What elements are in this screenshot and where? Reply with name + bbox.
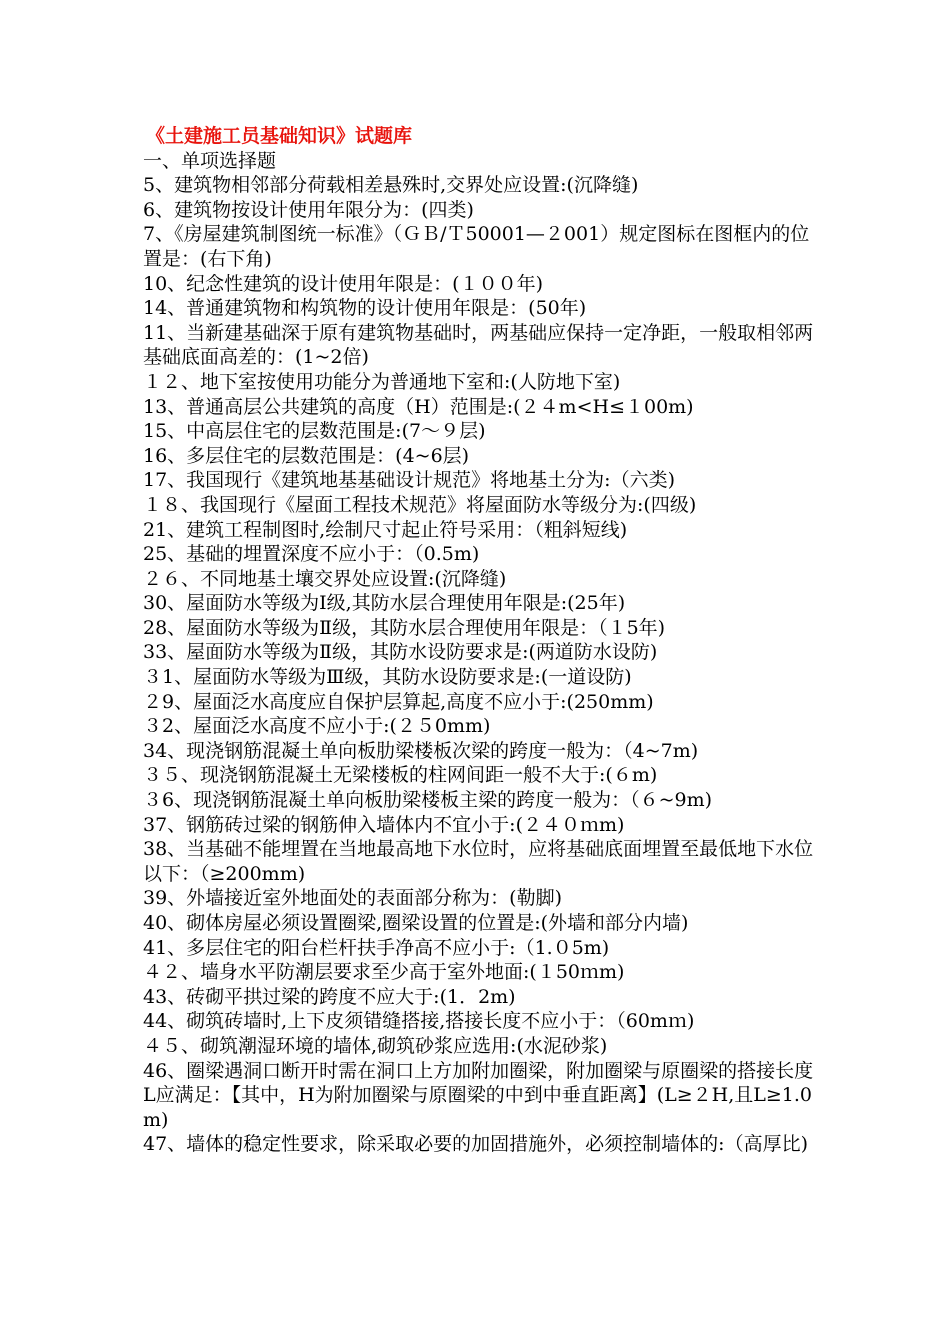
question-item: 16、多层住宅的层数范围是：(4~6层): [143, 444, 470, 467]
question-item: 44、砌筑砖墙时,上下皮须错缝搭接,搭接长度不应小于：（60mｍ): [143, 1010, 695, 1033]
question-item: 40、砌体房屋必须设置圈梁,圈梁设置的位置是:(外墙和部分内墙): [143, 912, 689, 934]
question-item: 47、墙体的稳定性要求，除采取必要的加固措施外，必须控制墙体的:（高厚比): [143, 1133, 808, 1156]
question-item: １２、地下室按使用功能分为普通地下室和:(人防地下室): [143, 370, 621, 393]
question-item: １８、我国现行《屋面工程技术规范》将屋面防水等级分为:(四级): [143, 493, 697, 516]
question-item: 13、普通高层公共建筑的高度（H）范围是:(２４m<H≤１00m): [143, 395, 694, 418]
question-item: ３1、屋面防水等级为Ⅲ级，其防水设防要求是:(一道设防): [143, 666, 632, 689]
question-item: 39、外墙接近室外地面处的表面部分称为：(勒脚): [143, 887, 563, 910]
question-item: 21、建筑工程制图时,绘制尺寸起止符号采用：（粗斜短线): [143, 518, 628, 541]
question-item: 7、《房屋建筑制图统一标准》（ＧＢ/Ｔ50001—２001）规定图标在图框内的位置是：(右下角): [143, 223, 810, 270]
question-item: 5、建筑物相邻部分荷载相差悬殊时,交界处应设置:(沉降缝): [143, 174, 639, 197]
question-list: [143, 173, 815, 1157]
document-title: 《土建施工员基础知识》试题库: [146, 125, 413, 147]
document-page: [143, 124, 815, 1157]
question-item: 11、当新建基础深于原有建筑物基础时，两基础应保持一定净距，一般取相邻两基础底面高差的：(1~2倍): [143, 321, 814, 369]
question-item: ３５、现浇钢筋混凝土无梁楼板的柱网间距一般不大于:(６m): [143, 764, 658, 787]
question-item: ４５、砌筑潮湿环境的墙体,砌筑砂浆应选用:(水泥砂浆): [143, 1034, 608, 1057]
question-item: ３6、现浇钢筋混凝土单向板肋梁楼板主梁的跨度一般为：（６~9m): [143, 789, 713, 812]
question-item: ４２、墙身水平防潮层要求至少高于室外地面:(１50ｍm): [143, 961, 625, 984]
question-item: 33、屋面防水等级为Ⅱ级，其防水设防要求是:(两道防水设防): [143, 641, 658, 664]
section-heading: 一、单项选择题: [143, 149, 277, 172]
question-item: 46、圈梁遇洞口断开时需在洞口上方加附加圈梁，附加圈梁与原圈梁的搭接长度L应满足：【其中，H为附加圈梁与原圈梁的中到中垂直距离】(L≥２H,且L≥1.0m): [143, 1059, 814, 1131]
question-item: 25、基础的埋置深度不应小于：（0.5m): [143, 543, 480, 566]
question-item: 15、中高层住宅的层数范围是:(7～９层): [143, 420, 486, 443]
question-item: ２9、屋面泛水高度应自保护层算起,高度不应小于:(250mm): [143, 690, 654, 713]
question-item: ３2、屋面泛水高度不应小于:(２５0mm): [143, 715, 491, 738]
question-item: 17、我国现行《建筑地基基础设计规范》将地基土分为:（六类): [143, 469, 675, 492]
question-item: 10、纪念性建筑的设计使用年限是：(１００年): [143, 272, 544, 295]
question-item: 38、当基础不能埋置在当地最高地下水位时，应将基础底面埋置至最低地下水位以下：（≥200mm): [143, 838, 814, 885]
question-item: 30、屋面防水等级为Ⅰ级,其防水层合理使用年限是:(25年): [143, 592, 626, 615]
question-item: ２６、不同地基土壤交界处应设置:(沉降缝): [143, 567, 507, 590]
question-item: 6、建筑物按设计使用年限分为：(四类): [143, 198, 474, 221]
question-item: 28、屋面防水等级为Ⅱ级，其防水层合理使用年限是：（１5年): [143, 616, 666, 639]
question-item: 43、砖砌平拱过梁的跨度不应大于:(1．2m): [143, 985, 516, 1008]
question-item: 37、钢筋砖过梁的钢筋伸入墙体内不宜小于:(２４０ｍm): [143, 813, 625, 836]
question-item: 14、普通建筑物和构筑物的设计使用年限是：(50年): [143, 297, 587, 320]
question-item: 41、多层住宅的阳台栏杆扶手净高不应小于:（1.０5m): [143, 936, 610, 959]
question-item: 34、现浇钢筋混凝土单向板肋梁楼板次梁的跨度一般为：（4~7m): [143, 739, 699, 762]
